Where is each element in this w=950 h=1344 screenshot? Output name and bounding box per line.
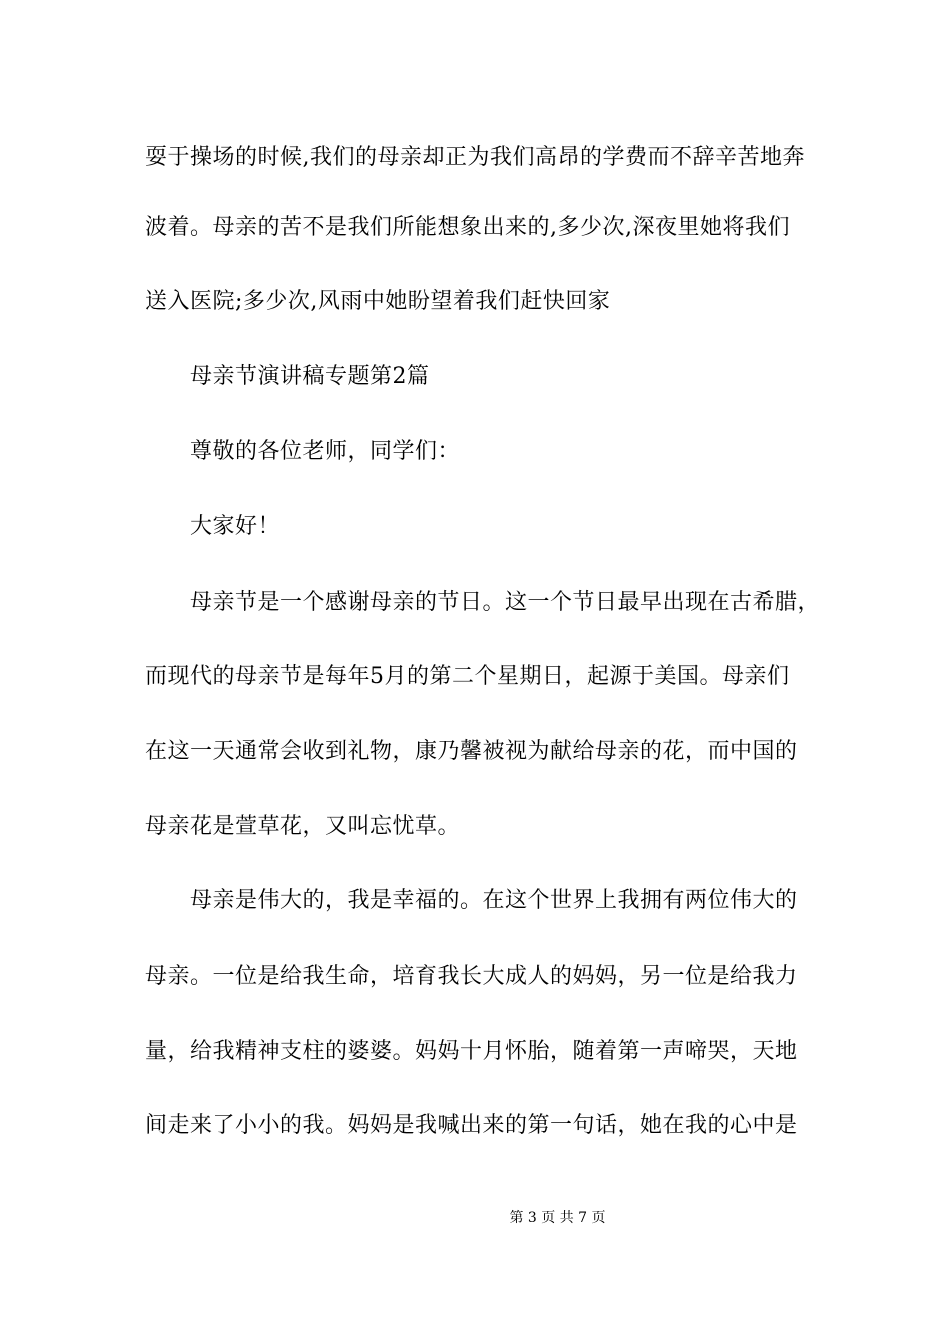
page-number-footer: 第 3 页 共 7 页 xyxy=(509,1210,606,1226)
text-line: 量，给我精神支柱的婆婆。妈妈十月怀胎，随着第一声啼哭，天地 xyxy=(145,1039,798,1064)
greeting: 大家好！ xyxy=(190,514,281,539)
text-line: 母亲节是一个感谢母亲的节日。这一个节日最早出现在古希腊， xyxy=(190,590,821,615)
text-line: 在这一天通常会收到礼物，康乃馨被视为献给母亲的花，而中国的 xyxy=(145,739,798,764)
text-line: 间走来了小小的我。妈妈是我喊出来的第一句话，她在我的心中是 xyxy=(145,1113,798,1138)
section-heading: 母亲节演讲稿专题第2篇 xyxy=(190,364,430,389)
text-line: 母亲是伟大的，我是幸福的。在这个世界上我拥有两位伟大的 xyxy=(190,888,798,913)
text-line: 波着。母亲的苦不是我们所能想象出来的,多少次,深夜里她将我们 xyxy=(145,215,790,240)
text-line: 耍于操场的时候,我们的母亲却正为我们高昂的学费而不辞辛苦地奔 xyxy=(145,145,805,170)
salutation: 尊敬的各位老师，同学们： xyxy=(190,439,461,464)
text-line: 而现代的母亲节是每年5月的第二个星期日，起源于美国。母亲们 xyxy=(145,664,790,689)
text-line: 送入医院;多少次,风雨中她盼望着我们赶快回家 xyxy=(145,289,611,314)
text-line: 母亲。一位是给我生命，培育我长大成人的妈妈，另一位是给我力 xyxy=(145,964,798,989)
text-line: 母亲花是萱草花，又叫忘忧草。 xyxy=(145,814,461,839)
